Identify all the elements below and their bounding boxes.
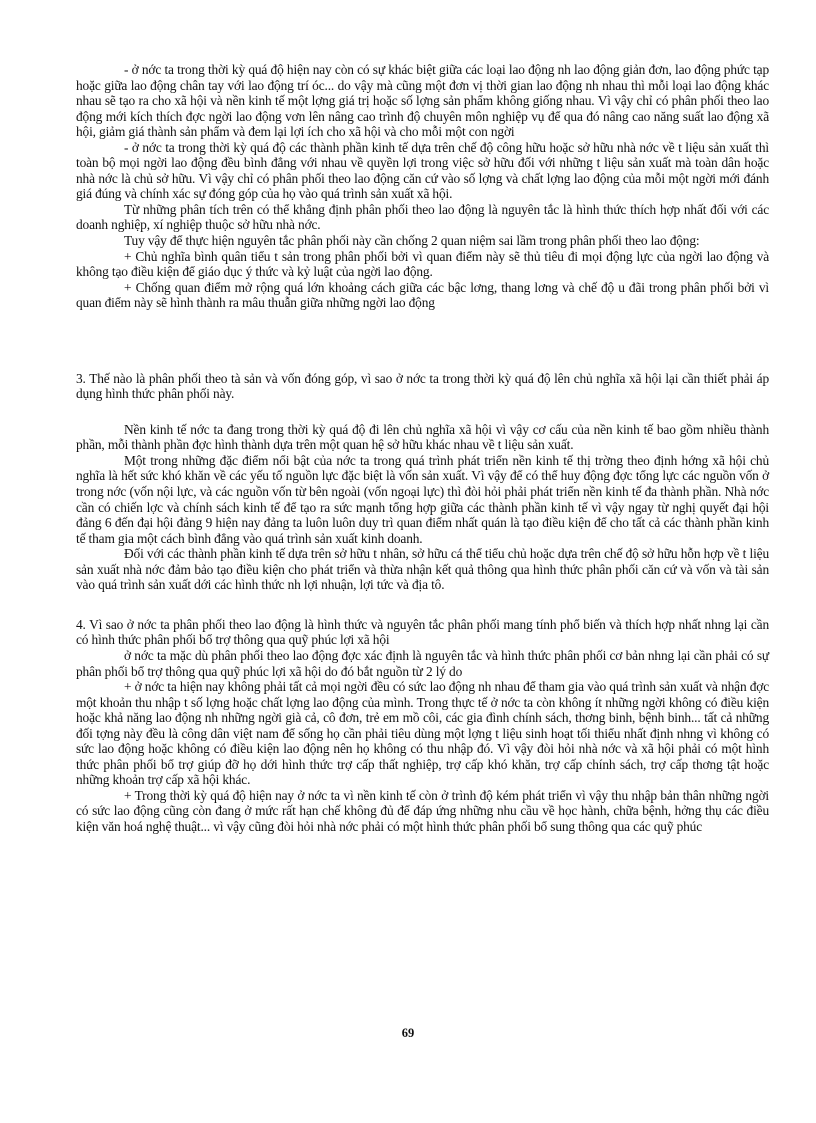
paragraph-reason-one: + ở nớc ta hiện nay không phải tất cả mọi ngời đều có sức lao động nh nhau để tham gia vào quá trình sản xuất và nhận đợc một khoản thu nhập t số lợng hoặc chất lợng lao động của mình. Trong thực tế ở nớc ta còn không ít những ngời không có điều kiện hoặc khả năng lao động nh những ngời già cả, cô đơn, trẻ em mồ côi, các gia đình chính sách, thơng binh, bệnh binh... tất cả những đối tợng này đều là công dân việt nam để sống họ cần phải tiêu dùng một lợng t liệu sinh hoạt tối thiểu nhất định nhng vì không có sức lao động hoặc không có điều kiện lao động nên họ không có thu nhập đó. Vì vậy đòi hỏi nhà nớc và xã hội phải có một hình thức phân phối bổ trợ giúp đỡ họ dới hình thức trợ cấp thất nghiệp, trợ cấp khó khăn, trợ cấp chính sách, trợ cấp thơng tật hoặc những khoản trợ cấp xã hội khác. — [76, 679, 769, 788]
paragraph-welfare-reasons: ở nớc ta mặc dù phân phối theo lao động đợc xác định là nguyên tắc và hình thức phân phối cơ bản nhng lại cần phải có sự phân phối bổ trợ thông qua quỹ phúc lợi xã hội do đó bắt nguồn từ 2 lý do — [76, 647, 769, 679]
paragraph-capital-mobilization: Một trong những đặc điểm nổi bật của nớc ta trong quá trình phát triển nền kinh tế thị trờng theo định hớng xã hội chủ nghĩa là hết sức khó khăn về các yếu tố nguồn lực đặc biệt là vốn sản xuất. Vì vậy để có thể huy động đợc tổng lực các nguồn vốn ở trong nớc (vốn nội lực, và các nguồn vốn từ bên ngoài (vốn ngoại lực) thì đòi hỏi phải phát triển nền kinh tế đa thành phần. Nhà nớc cần có chiến lợc và chính sách kinh tế để tạo ra sức mạnh tổng hợp giữa các thành phần kinh tế vì vậy ngay từ nghị quyết đại hội đảng 6 đến đại hội đảng 9 hiện nay đảng ta luôn luôn duy trì quan điểm nhất quán là tạo điều kiện để cho tất cả các thành phần kinh tế tham gia một cách bình đẳng vào quá trình sản xuất kinh doanh. — [76, 452, 769, 546]
paragraph-conclusion: Từ những phân tích trên có thể khẳng định phân phối theo lao động là nguyên tắc là hình thức thích hợp nhất đối với các doanh nghiệp, xí nghiệp thuộc sở hữu nhà nớc. — [76, 201, 769, 233]
paragraph-public-ownership: - ở nớc ta trong thời kỳ quá độ các thành phần kinh tế dựa trên chế độ công hữu hoặc sở hữu nhà nớc về t liệu sản xuất thì toàn bộ mọi ngời lao động đều bình đẳng với nhau về quyền lợi trong việc sở hữu đối với những t liệu sản xuất mà toàn dân hoặc nhà nớc là chủ sở hữu. Vì vậy chỉ có phân phối theo lao động căn cứ vào số lợng và chất lợng lao động của mỗi một ngời mới đánh giá đúng và chính xác sự đóng góp của họ vào quá trình sản xuất xã hội. — [76, 139, 769, 202]
document-page — [76, 62, 769, 835]
page-number: 69 — [401, 1026, 415, 1040]
paragraph-private-ownership: Đối với các thành phần kinh tế dựa trên sở hữu t nhân, sở hữu cá thể tiểu chủ hoặc dựa trên chế độ sở hữu hỗn hợp về t liệu sản xuất nhà nớc đảm bảo tạo điều kiện cho phát triển và thừa nhận kết quả thông qua hình thức phân phối căn cứ và vốn và tài sản vào quá trình sản xuất dới các hình thức nh lợi nhuận, lợi tức và địa tô. — [76, 546, 769, 593]
section-heading-3: 3. Thế nào là phân phối theo tà sản và vốn đóng góp, vì sao ở nớc ta trong thời kỳ quá độ lên chủ nghĩa xã hội lại cần thiết phải áp dụng hình thức phân phối này. — [76, 370, 769, 402]
paragraph-multi-sector-economy: Nền kinh tế nớc ta đang trong thời kỳ quá độ đi lên chủ nghĩa xã hội vì vậy cơ cấu của nền kinh tế bao gồm nhiều thành phần, mỗi thành phần đợc hình thành dựa trên một quan hệ sở hữu khác nhau về t liệu sản xuất. — [76, 421, 769, 453]
section-heading-4: 4. Vì sao ở nớc ta phân phối theo lao động là hình thức và nguyên tắc phân phối mang tính phổ biến và thích hợp nhất nhng lại cần có hình thức phân phối bổ trợ thông qua quỹ phúc lợi xã hội — [76, 616, 769, 648]
paragraph-labor-differences: - ở nớc ta trong thời kỳ quá độ hiện nay còn có sự khác biệt giữa các loại lao động nh lao động giản đơn, lao động phức tạp hoặc giữa lao động chân tay với lao động trí óc... do vậy mà cũng một đơn vị thời gian lao động nh nhau thì mỗi loại lao động khác nhau sẽ tạo ra cho xã hội và nền kinh tế một lợng giá trị hoặc số lợng sản phẩm không giống nhau. Vì vậy chỉ có phân phối theo lao động mới kích thích đợc ngời lao động vơn lên nâng cao trình độ chuyên môn nghiệp vụ để qua đó nâng cao năng suất lao động xã hội, giảm giá thành sản phẩm và đem lại lợi ích cho xã hội và cho mỗi một con ngời — [76, 62, 769, 140]
paragraph-misconceptions-intro: Tuy vậy để thực hiện nguyên tắc phân phối này cần chống 2 quan niệm sai lầm trong phân phối theo lao động: — [124, 233, 700, 249]
paragraph-wage-gap: + Chống quan điểm mở rộng quá lớn khoảng cách giữa các bậc lơng, thang lơng và chế độ u đãi trong phân phối bởi vì quan điểm này sẽ hình thành ra mâu thuẫn giữa những ngời lao động — [76, 279, 769, 311]
paragraph-reason-two: + Trong thời kỳ quá độ hiện nay ở nớc ta vì nền kinh tế còn ở trình độ kém phát triển vì vậy thu nhập bản thân những ngời có sức lao động cũng còn đang ở mức rất hạn chế không đủ để đáp ứng những nhu cầu về học hành, chữa bệnh, hởng thụ các điều kiện văn hoá nghệ thuật... vì vậy cũng đòi hỏi nhà nớc phải có một hình thức phân phối bổ sung thông qua các quỹ phúc — [76, 787, 769, 834]
paragraph-egalitarianism: + Chủ nghĩa bình quân tiểu t sản trong phân phối bởi vì quan điểm này sẽ thủ tiêu đi mọi động lực của ngời lao động và không tạo điều kiện để giáo dục ý thức và kỷ luật của ngời lao động. — [76, 248, 769, 280]
